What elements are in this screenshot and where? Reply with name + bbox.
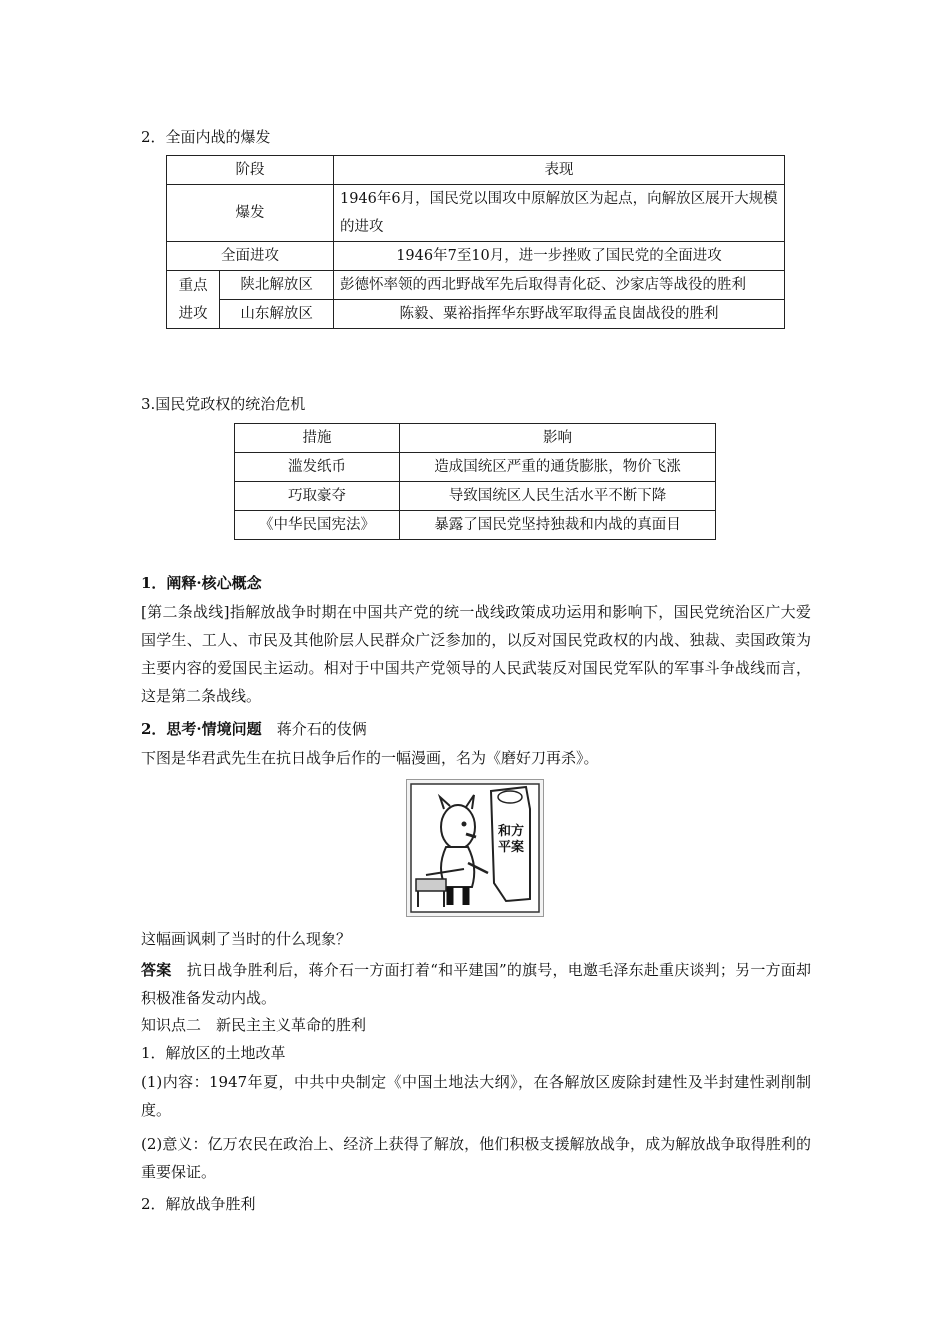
table-cell: 1946年7至10月，进一步挫败了国民党的全面进攻 xyxy=(334,242,785,271)
table-row xyxy=(167,300,785,329)
question: 这幅画讽刺了当时的什么现象？ xyxy=(141,930,352,948)
table-cell: 全面进攻 xyxy=(167,242,334,271)
table-row xyxy=(235,482,716,511)
thinking-intro: 下图是华君武先生在抗日战争后作的一幅漫画，名为《磨好刀再杀》。 xyxy=(141,749,599,767)
answer-text: 抗日战争胜利后，蒋介石一方面打着“和平建国”的旗号，电邀毛泽东赴重庆谈判；另一方面却积极准备发动内战。 xyxy=(141,961,811,1007)
core-concept-title: 1．阐释·核心概念 xyxy=(141,574,262,592)
table-cell: 造成国统区严重的通货膨胀，物价飞涨 xyxy=(400,453,716,482)
table-cell: 陕北解放区 xyxy=(220,271,334,300)
thinking-heading xyxy=(141,718,367,740)
table-cell: 导致国统区人民生活水平不断下降 xyxy=(400,482,716,511)
table-row xyxy=(167,185,785,242)
svg-text:和方: 和方 xyxy=(498,824,525,839)
knowledge-point-heading: 知识点二 新民主主义革命的胜利 xyxy=(141,1016,367,1034)
answer-label: 答案 xyxy=(141,961,172,979)
table-cell: 爆发 xyxy=(167,185,334,242)
thinking-title: 2．思考·情境问题 xyxy=(141,720,262,738)
thinking-subtitle: 蒋介石的伎俩 xyxy=(276,720,367,738)
table-header-measure: 措施 xyxy=(235,424,400,453)
table-cell: 巧取豪夺 xyxy=(235,482,400,511)
table-header-stage: 阶段 xyxy=(167,156,334,185)
land-reform-title: 1．解放区的土地改革 xyxy=(141,1044,286,1062)
core-concept-text: [第二条战线]指解放战争时期在中国共产党的统一战线政策成功运用和影响下，国民党统治区广大爱国学生、工人、市民及其他阶层人民群众广泛参加的，以反对国民党政权的内战、独裁、卖国政策为主要内容的爱国民主运动。相对于中国共产党领导的人民武装反对国民党军队的军事斗争战线而言，这是第二条战线。 xyxy=(141,603,811,705)
table-cell: 暴露了国民党坚持独裁和内战的真面目 xyxy=(400,511,716,540)
table-cell: 《中华民国宪法》 xyxy=(235,511,400,540)
table-row xyxy=(167,271,785,300)
cartoon-image xyxy=(406,779,544,917)
civil-war-table xyxy=(166,155,785,329)
land-reform-meaning: (2)意义：亿万农民在政治上、经济上获得了解放，他们积极支援解放战争，成为解放战争取得胜利的重要保证。 xyxy=(141,1135,811,1181)
table-header-impact: 影响 xyxy=(400,424,716,453)
table-cell: 山东解放区 xyxy=(220,300,334,329)
section-title-civil-war: 2．全面内战的爆发 xyxy=(141,128,271,146)
table-row xyxy=(235,511,716,540)
table-cell-key-attack: 重点进攻 xyxy=(167,271,220,329)
answer xyxy=(141,956,811,1012)
crisis-table xyxy=(234,423,716,540)
table-cell: 彭德怀率领的西北野战军先后取得青化砭、沙家店等战役的胜利 xyxy=(334,271,785,300)
svg-text:平案: 平案 xyxy=(498,840,525,855)
table-cell: 陈毅、粟裕指挥华东野战军取得孟良崮战役的胜利 xyxy=(334,300,785,329)
victory-title: 2．解放战争胜利 xyxy=(141,1195,256,1213)
table-cell: 1946年6月，国民党以围攻中原解放区为起点，向解放区展开大规模的进攻 xyxy=(334,185,785,242)
land-reform-content: (1)内容：1947年夏，中共中央制定《中国土地法大纲》，在各解放区废除封建性及半封建性剥削制度。 xyxy=(141,1073,811,1119)
section-title-crisis: 3.国民党政权的统治危机 xyxy=(141,395,306,413)
table-header-performance: 表现 xyxy=(334,156,785,185)
table-row xyxy=(235,453,716,482)
table-cell: 滥发纸币 xyxy=(235,453,400,482)
table-row xyxy=(167,242,785,271)
